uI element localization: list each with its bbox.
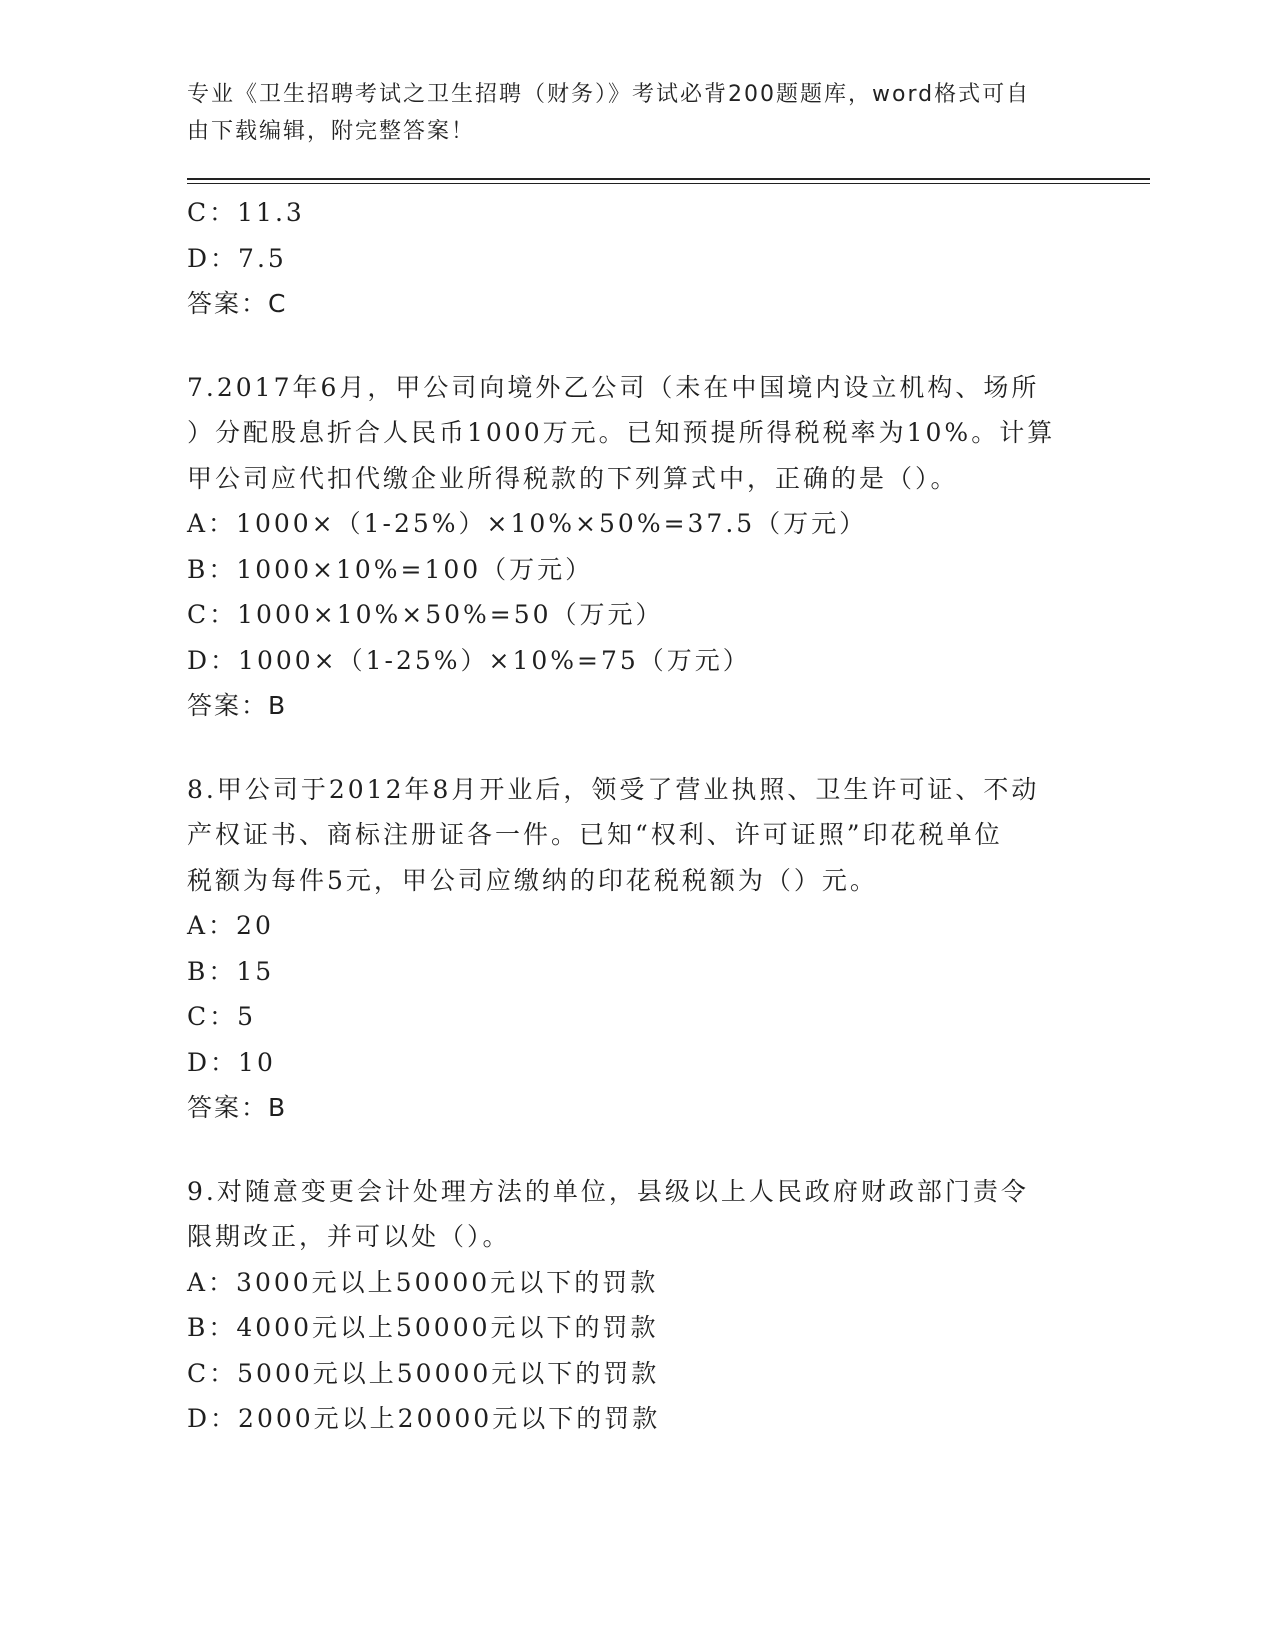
- question-7: [187, 365, 1087, 729]
- prev-question-block: [187, 190, 1087, 327]
- question-text-line: 税额为每件5元，甲公司应缴纳的印花税税额为（）元。: [187, 865, 878, 895]
- option-a: A：20: [187, 911, 274, 940]
- option-a: A：3000元以上50000元以下的罚款: [187, 1267, 659, 1297]
- header-line-2: 由下载编辑，附完整答案！: [187, 119, 476, 144]
- answer: 答案：B: [187, 691, 288, 720]
- option-c: C：5: [187, 1002, 257, 1031]
- header-divider: [187, 178, 1150, 180]
- question-text-line: 8.甲公司于2012年8月开业后，领受了营业执照、卫生许可证、不动: [187, 774, 1040, 804]
- option-d: D：1000×（1-25%）×10%=75（万元）: [187, 645, 751, 675]
- option-d: D：10: [187, 1047, 276, 1077]
- option-b: B：4000元以上50000元以下的罚款: [187, 1313, 659, 1342]
- question-text-line: 7.2017年6月，甲公司向境外乙公司（未在中国境内设立机构、场所: [187, 372, 1040, 402]
- question-text-line: 甲公司应代扣代缴企业所得税款的下列算式中，正确的是（）。: [187, 463, 959, 493]
- question-8: [187, 767, 1087, 1131]
- document-body: [187, 190, 1087, 1442]
- option-b: B：15: [187, 956, 275, 986]
- option-b: B：1000×10%=100（万元）: [187, 554, 594, 584]
- option-d: D：2000元以上20000元以下的罚款: [187, 1404, 661, 1433]
- question-text-line: 产权证书、商标注册证各一件。已知“权利、许可证照”印花税单位: [187, 820, 1003, 849]
- document-header: [187, 76, 1067, 150]
- option-c: C：5000元以上50000元以下的罚款: [187, 1358, 660, 1388]
- question-9: [187, 1169, 1087, 1442]
- option-c: C：11.3: [187, 198, 305, 227]
- header-line-1: 专业《卫生招聘考试之卫生招聘（财务）》考试必背200题题库，word格式可自: [187, 82, 1031, 107]
- option-c: C：1000×10%×50%=50（万元）: [187, 600, 664, 629]
- question-text-line: 限期改正，并可以处（）。: [187, 1222, 511, 1251]
- question-text-line: ）分配股息折合人民币1000万元。已知预提所得税税率为10%。计算: [187, 418, 1056, 447]
- answer: 答案：B: [187, 1093, 288, 1122]
- header-divider-thin: [187, 183, 1150, 184]
- question-text-line: 9.对随意变更会计处理方法的单位，县级以上人民政府财政部门责令: [187, 1176, 1029, 1206]
- answer: 答案：C: [187, 289, 288, 318]
- option-a: A：1000×（1-25%）×10%×50%=37.5（万元）: [187, 509, 868, 538]
- option-d: D：7.5: [187, 243, 287, 273]
